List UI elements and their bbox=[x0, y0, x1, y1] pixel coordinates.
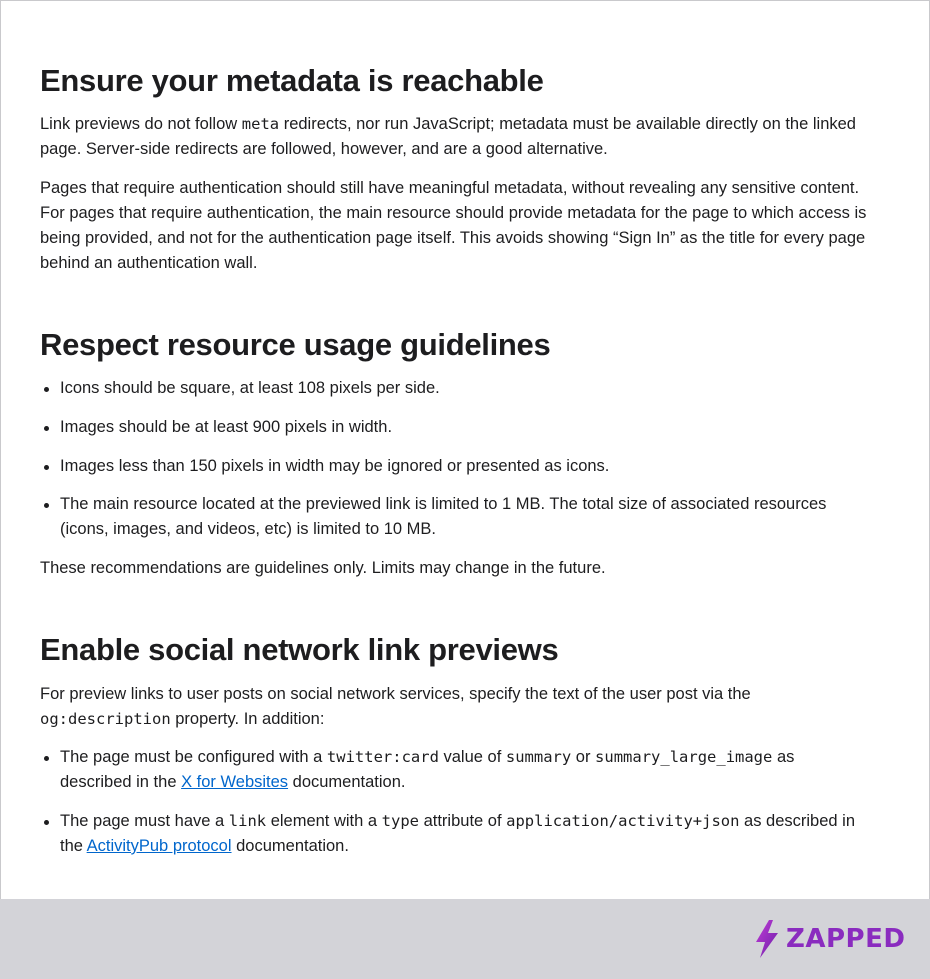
code-activity-json: application/activity+json bbox=[506, 812, 740, 830]
heading-resource-usage: Respect resource usage guidelines bbox=[40, 327, 551, 362]
heading-social-previews: Enable social network link previews bbox=[40, 632, 559, 667]
list-item-twitter-card: The page must be configured with a twitter:card value of summary or summary_large_image as described in the X for Websites documentation. bbox=[60, 745, 870, 795]
list-item-icons: Icons should be square, at least 108 pixels per side. bbox=[60, 376, 870, 401]
paragraph-redirects: Link previews do not follow meta redirects, nor run JavaScript; metadata must be available directly on the linked page. Server-side redirects are followed, however, and are a good alternative. bbox=[40, 115, 856, 158]
bullet bbox=[44, 465, 49, 470]
list-item-small-images: Images less than 150 pixels in width may be ignored or presented as icons. bbox=[60, 454, 870, 479]
brand-logo bbox=[754, 920, 905, 958]
code-type: type bbox=[381, 812, 419, 830]
code-summary: summary bbox=[505, 748, 572, 766]
bullet bbox=[44, 426, 49, 431]
heading-metadata-reachable: Ensure your metadata is reachable bbox=[40, 63, 544, 98]
bullet bbox=[44, 756, 49, 761]
code-link: link bbox=[228, 812, 267, 830]
link-x-for-websites[interactable]: X for Websites bbox=[181, 773, 289, 791]
paragraph-authentication: Pages that require authentication should still have meaningful metadata, without revealing any sensitive content. For pages that require authentication, the main resource should provide metadata for the page to which access is being provided, and not for the authentication page itself. This avoids showing “Sign In” as the title for every page behind an authentication wall. bbox=[40, 179, 867, 272]
bullet bbox=[44, 387, 49, 392]
code-meta: meta bbox=[241, 115, 280, 133]
list-item-size-limits: The main resource located at the previewed link is limited to 1 MB. The total size of associated resources (icons, images, and videos, etc) is limited to 10 MB. bbox=[60, 492, 870, 542]
paragraph-social-intro: For preview links to user posts on social network services, specify the text of the user post via the og:description property. In addition: bbox=[40, 685, 751, 728]
code-twitter-card: twitter:card bbox=[326, 748, 439, 766]
bullet bbox=[44, 820, 49, 825]
code-summary-large-image: summary_large_image bbox=[595, 748, 773, 766]
code-og-description: og:description bbox=[40, 710, 171, 728]
bullet bbox=[44, 503, 49, 508]
lightning-bolt-icon bbox=[754, 920, 780, 958]
list-item-activitypub: The page must have a link element with a type attribute of application/activity+json as described in the ActivityPub protocol documentation. bbox=[60, 809, 870, 859]
brand-name: ZAPPED bbox=[786, 924, 906, 954]
list-item-image-width: Images should be at least 900 pixels in width. bbox=[60, 415, 870, 440]
link-activitypub-protocol[interactable]: ActivityPub protocol bbox=[86, 837, 232, 855]
paragraph-guidelines-note: These recommendations are guidelines only. Limits may change in the future. bbox=[40, 559, 606, 577]
